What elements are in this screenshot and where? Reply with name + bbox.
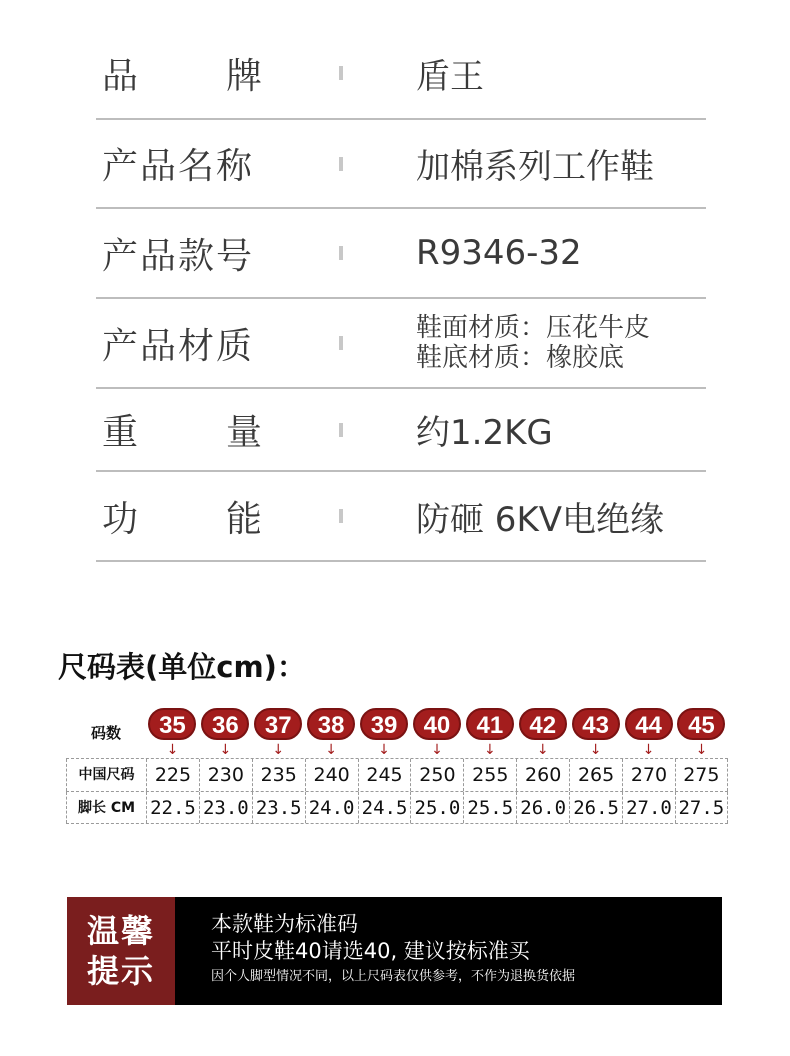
notice-text [175, 897, 575, 1005]
size-row-foot-length [66, 791, 728, 824]
spec-label [96, 491, 336, 542]
spec-value: 约1.2KG [416, 413, 553, 453]
size-cell: 24.5 [358, 792, 411, 823]
separator [339, 246, 343, 260]
size-cell: 26.0 [516, 792, 569, 823]
size-cell: 23.5 [252, 792, 305, 823]
separator [339, 66, 343, 80]
size-chart [66, 700, 728, 824]
size-cell: 25.5 [463, 792, 516, 823]
size-badge [466, 708, 514, 758]
size-cell: 275 [675, 759, 728, 791]
down-arrow-icon: ↓ [695, 742, 708, 758]
size-chart-title: 尺码表(单位cm)： [58, 650, 306, 684]
down-arrow-icon: ↓ [536, 742, 549, 758]
size-badge [572, 708, 620, 758]
size-number: 39 [360, 708, 408, 740]
spec-label [96, 404, 336, 455]
spec-label-char: 能 [225, 498, 264, 540]
spec-value: R9346-32 [416, 233, 582, 273]
down-arrow-icon: ↓ [272, 742, 285, 758]
spec-row-material [96, 299, 706, 389]
spec-row-brand [96, 28, 706, 120]
size-number: 44 [625, 708, 673, 740]
notice-tag-line: 温馨 [86, 912, 155, 950]
spec-label-char: 量 [225, 412, 264, 453]
row-label: 中国尺码 [66, 759, 146, 791]
separator [339, 157, 343, 171]
down-arrow-icon: ↓ [325, 742, 337, 758]
row-label: 脚长 CM [66, 792, 146, 823]
size-cell: 240 [305, 759, 358, 791]
size-badge [307, 708, 355, 758]
size-number: 37 [254, 708, 302, 740]
size-cell: 225 [146, 759, 199, 791]
spec-row-product-name [96, 120, 706, 209]
spec-label [96, 48, 336, 99]
size-cell: 265 [569, 759, 622, 791]
material-upper: 鞋面材质：压花牛皮 [416, 313, 651, 343]
spec-value: 加棉系列工作鞋 [416, 147, 654, 187]
spec-table [96, 28, 706, 562]
material-sole: 鞋底材质：橡胶底 [416, 343, 625, 373]
spec-value: 盾王 [416, 56, 484, 97]
size-cell: 22.5 [146, 792, 199, 823]
size-badge [625, 708, 673, 758]
spec-label-char: 重 [102, 412, 141, 453]
size-header [66, 700, 728, 758]
size-cell: 245 [358, 759, 411, 791]
size-cell: 27.5 [675, 792, 728, 823]
down-arrow-icon: ↓ [431, 742, 443, 758]
size-badge [677, 708, 725, 758]
separator [339, 336, 343, 350]
size-badge [413, 708, 461, 758]
down-arrow-icon: ↓ [589, 742, 602, 758]
size-number: 45 [677, 708, 725, 740]
size-cell: 23.0 [199, 792, 252, 823]
notice-tag [67, 897, 175, 1005]
spec-row-weight [96, 389, 706, 472]
size-badge [201, 708, 249, 758]
spec-row-function [96, 472, 706, 562]
notice-line: 本款鞋为标准码 [211, 912, 358, 936]
spec-value [416, 313, 650, 373]
notice-tag-line: 提示 [86, 952, 155, 990]
notice-line: 因个人脚型情况不同，以上尺码表仅供参考，不作为退换货依据 [211, 969, 576, 984]
size-cell: 230 [199, 759, 252, 791]
size-badge [360, 708, 408, 758]
notice-line: 平时皮鞋40请选40, 建议按标准买 [211, 939, 530, 963]
size-number: 43 [572, 708, 620, 740]
size-head-label: 码数 [90, 724, 121, 742]
notice-box [67, 897, 722, 1005]
size-badge [148, 708, 196, 758]
separator [339, 509, 343, 523]
size-number: 35 [148, 708, 196, 740]
size-cell: 235 [252, 759, 305, 791]
size-cell: 260 [516, 759, 569, 791]
size-badge [254, 708, 302, 758]
separator [339, 423, 343, 437]
size-cell: 250 [410, 759, 463, 791]
size-number: 42 [519, 708, 567, 740]
spec-value: 防砸 6KV电绝缘 [416, 499, 664, 540]
size-cell: 24.0 [305, 792, 358, 823]
size-cell: 27.0 [622, 792, 675, 823]
down-arrow-icon: ↓ [642, 742, 655, 758]
size-number: 41 [466, 708, 514, 740]
size-cell: 26.5 [569, 792, 622, 823]
size-row-cn [66, 758, 728, 791]
spec-label: 产品材质 [102, 325, 255, 367]
size-cell: 255 [463, 759, 516, 791]
size-number: 40 [413, 708, 461, 740]
size-badge [519, 708, 567, 758]
spec-label: 产品名称 [102, 146, 255, 187]
size-number: 36 [201, 708, 249, 740]
size-cell: 270 [622, 759, 675, 791]
down-arrow-icon: ↓ [378, 742, 390, 758]
spec-label: 产品款号 [102, 235, 255, 277]
down-arrow-icon: ↓ [219, 742, 232, 758]
spec-label-char: 品 [102, 55, 141, 97]
down-arrow-icon: ↓ [166, 742, 179, 758]
size-cell: 25.0 [410, 792, 463, 823]
spec-label-char: 牌 [225, 55, 264, 97]
down-arrow-icon: ↓ [483, 742, 496, 758]
spec-row-model [96, 209, 706, 299]
size-number: 38 [307, 708, 355, 740]
spec-label-char: 功 [102, 498, 141, 540]
